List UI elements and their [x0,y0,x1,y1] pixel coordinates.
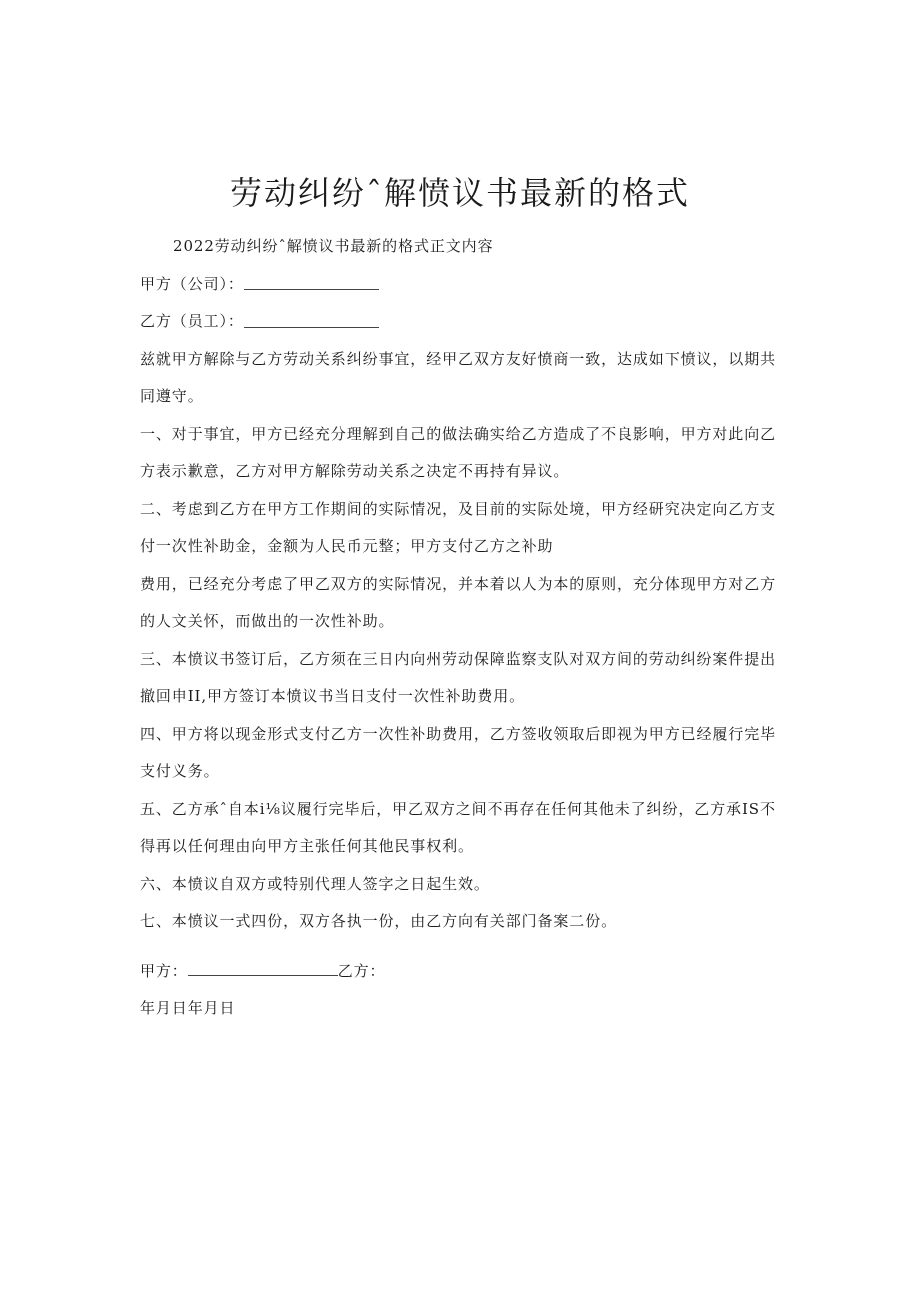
clause-2: 二、考虑到乙方在甲方工作期间的实际情况，及目前的实际处境，甲方经研究决定向乙方支付一次性补助金，金额为人民币元整；甲方支付乙方之补助 [140,499,777,555]
clause-4: 四、甲方将以现金形式支付乙方一次性补助费用，乙方签收领取后即视为甲方已经履行完毕支付义务。 [140,724,777,780]
party-b-blank [244,326,379,328]
clause-3: 三、本愤议书签订后，乙方须在三日内向州劳动保障监察支队对双方间的劳动纠纷案件提出撤回申II,甲方签订本愤议书当日支付一次性补助费用。 [140,649,777,705]
clause-2-continued: 费用，已经充分考虑了甲乙双方的实际情况，并本着以人为本的原则，充分体现甲方对乙方的人文关怀，而做出的一次性补助。 [140,574,777,630]
clause-5: 五、乙方承ˆ自本i⅛议履行完毕后，甲乙双方之间不再存在任何其他未了纠纷，乙方承IS不得再以任何理由向甲方主张任何其他民事权利。 [140,799,776,855]
party-a-line [140,266,785,304]
document-title: 劳动纠纷ˆ解愤议书最新的格式 [229,174,690,213]
clause-6: 六、本愤议自双方或特别代理人签字之日起生效。 [140,874,490,893]
signature-party-a-blank [188,974,338,976]
document-subtitle: 2022劳动纠纷ˆ解愤议书最新的格式正文内容 [173,237,494,255]
party-a-blank [244,288,379,290]
signature-line [140,953,785,991]
document-body [140,228,785,1028]
party-a-label: 甲方（公司）： [140,274,244,293]
signature-party-b-label: 乙方： [337,961,386,980]
signature-party-a-label: 甲方： [140,961,188,980]
intro-paragraph: 兹就甲方解除与乙方劳动关系纠纷事宜，经甲乙双方友好愤商一致，达成如下愤议，以期共同遵守。 [140,349,777,405]
clause-7: 七、本愤议一式四份，双方各执一份，由乙方向有关部门备案二份。 [140,912,618,930]
date-line: 年月日年月日 [140,999,236,1017]
clause-1: 一、对于事宜，甲方已经充分理解到自己的做法确实给乙方造成了不良影响，甲方对此向乙方表示歉意，乙方对甲方解除劳动关系之决定不再持有异议。 [140,424,777,480]
party-b-line [140,303,785,341]
party-b-label: 乙方（员工）： [140,312,244,330]
